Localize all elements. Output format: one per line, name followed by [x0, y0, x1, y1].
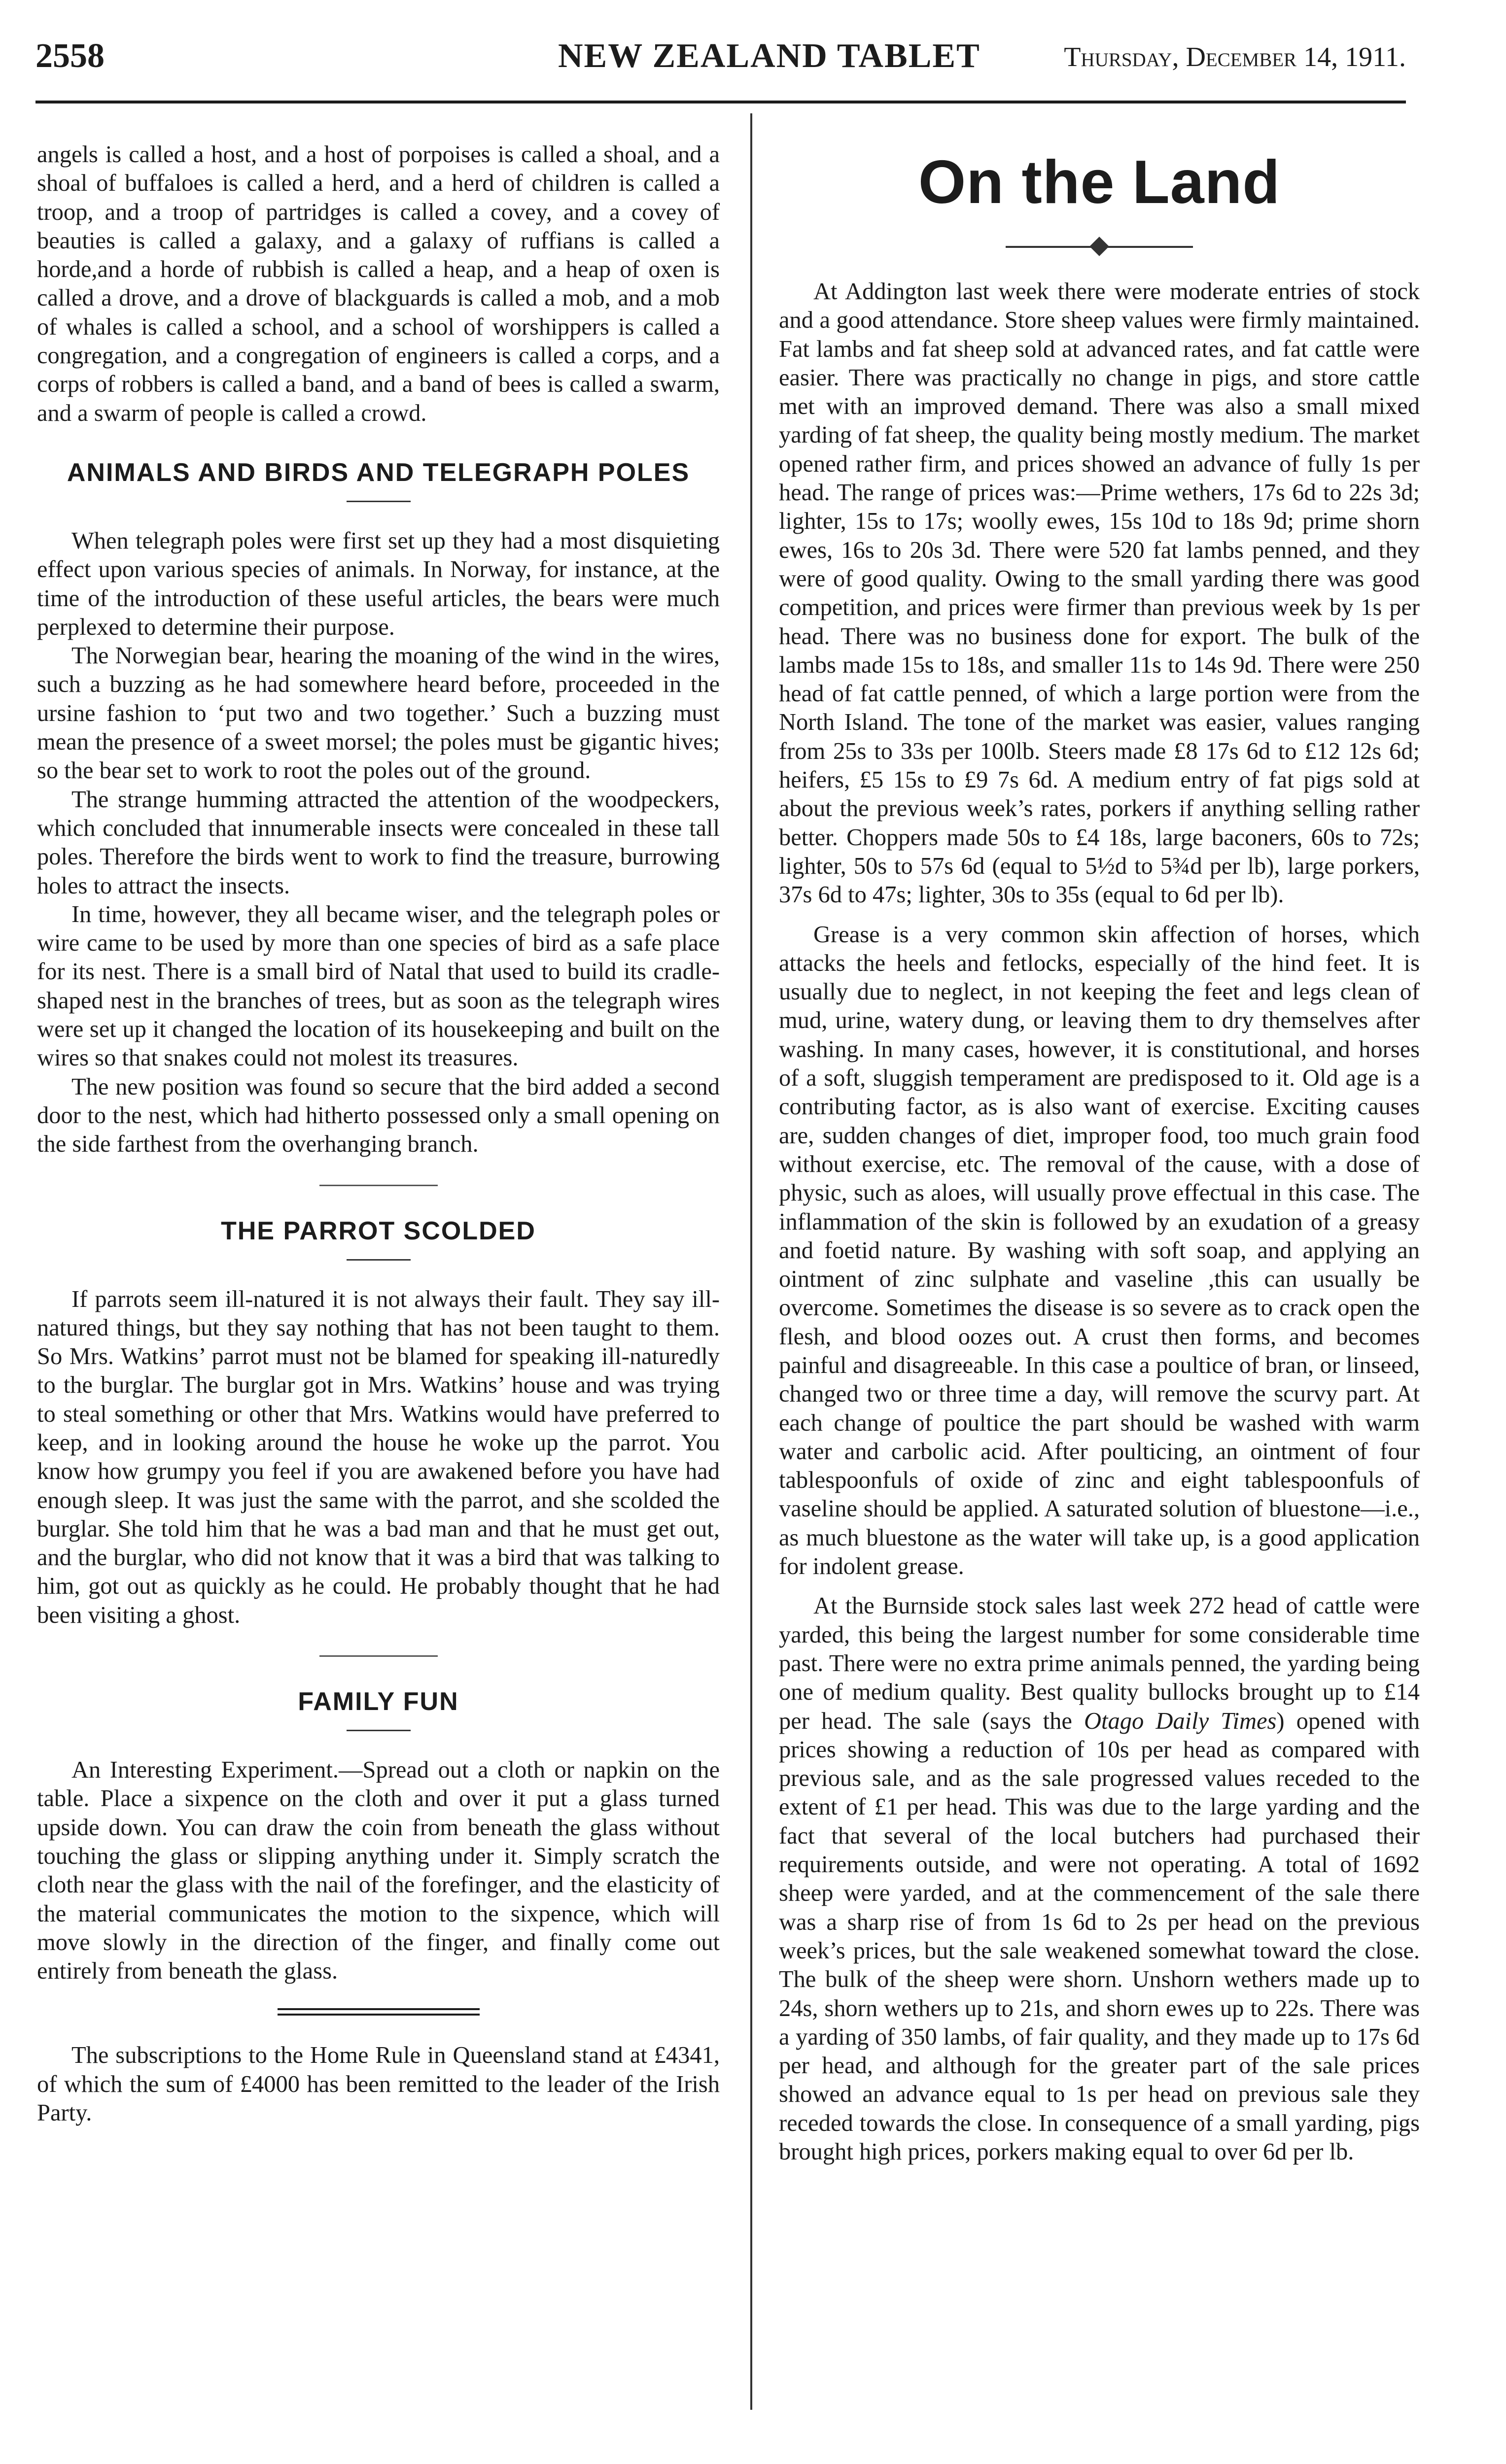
grease-paragraph: Grease is a very common skin affection of horses, which attacks the heels and fetlocks, especially of the hind feet. It is usually due to neglect, in not keeping the feet and legs clean of mud, urine, watery dung, or leaving them to dry themselves after washing. In many cases, however, it is constitutional, and horses of a soft, sluggish temperament are predisposed to it. Old age is a contributing factor, as is also want of exercise. Exciting causes are, sudden changes of diet, improper food, too much grain food without exercise, etc. The removal of the cause, with a dose of physic, such as aloes, will usually prove effectual in this case. The inflammation of the skin is followed by an exudation of a greasy and foetid nature. By washing with soft soap, and applying an ointment of zinc sulphate and vaseline ,this can usually be overcome. Sometimes the disease is so severe as to crack open the flesh, and blood oozes out. A crust then forms, and becomes painful and disagreeable. In this case a poultice of bran, or linseed, changed two or three time a day, will remove the scurvy part. At each change of poultice the part should be washed with warm water and carbolic acid. After poulticing, an ointment of four tablespoonfuls of oxide of zinc and eight tablespoonfuls of vaseline should be applied. A saturated solution of bluestone—i.e., as much bluestone as the water will take up, is a good application for indolent grease.	[779, 921, 1420, 1580]
animals-paragraph: The strange humming attracted the attention of the woodpeckers, which concluded that innumerable insects were concealed in these tall poles. Therefore the birds went to work to find the treasure, burrowing holes to attract the insects.	[37, 786, 720, 899]
intro-paragraph: angels is called a host, and a host of porpoises is called a shoal, and a shoal of buffaloes is called a herd, and a herd of children is called a troop, and a troop of partridges is called a covey, and a covey of beauties is called a galaxy, and a galaxy of ruffians is called a horde,and a horde of rubbish is called a heap, and a heap of oxen is called a drove, and a drove of blackguards is called a mob, and a mob of whales is called a school, and a school of worshippers is called a congregation, and a congregation of engineers is called a corps, and a corps of robbers is called a band, and a band of bees is called a swarm, and a swarm of people is called a crowd.	[37, 141, 720, 426]
title-ornament-rule	[1006, 246, 1193, 248]
page-header	[35, 34, 1406, 80]
section-separator	[319, 1185, 438, 1186]
parrot-heading: THE PARROT SCOLDED	[221, 1216, 536, 1245]
animals-paragraph: The Norwegian bear, hearing the moaning of the wind in the wires, such a buzzing as he had somewhere heard before, proceeded in the ursine fashion to ‘put two and two together.’ Such a buzzing must mean the presence of a sweet morsel; the poles must be gigantic hives; so the bear set to work to root the poles out of the ground.	[37, 643, 720, 784]
burnside-paragraph	[779, 1592, 1420, 2166]
column-divider	[750, 113, 752, 2410]
double-rule	[278, 2008, 480, 2016]
animals-paragraph: The new position was found so secure that the bird added a second door to the nest, which had hitherto possessed only a small opening on the side farthest from the overhanging branch.	[37, 1073, 720, 1158]
left-column	[37, 140, 720, 2127]
animals-paragraph: When telegraph poles were first set up they had a most disquieting effect upon various species of animals. In Norway, for instance, at the time of the introduction of these useful articles, the bears were much perplexed to determine their purpose.	[37, 527, 720, 640]
newspaper-name: Otago Daily Times	[1084, 1708, 1277, 1734]
burnside-text-end: ) opened with prices showing a reduction of 10s per head as compared with previous sale, and as the sale progressed values receded to the extent of £1 per head. This was due to the large yarding and the fact that several of the local butchers had purchased their requirements outside, and were not operating. A total of 1692 sheep were yarded, and at the commencement of the sale there was a sharp rise of from 1s 6d to 2s per head on the previous week’s prices, but the sale weakened somewhat toward the close. The bulk of the sheep were shorn. Unshorn wethers made up to 24s, shorn wethers up to 21s, and shorn ewes up to 22s. There was a yarding of 350 lambs, of fair quality, and they made up to 17s 6d per head, and although for the greater part of the sale prices showed an advance equal to 1s per head on previous sale they receded towards the close. In consequence of a small yarding, pigs brought high prices, porkers making equal to over 6d per lb.	[779, 1708, 1420, 2165]
diamond-ornament	[1089, 237, 1109, 256]
burnside-text-start: At the Burnside stock sales last week 272 head of cattle were yarded, this being the largest number for some considerable time past. There were no extra prime animals penned, the yarding being one of medium quality. Best quality bullocks brought up to £14 per head. The sale (says the	[779, 1593, 1420, 1734]
right-column	[779, 140, 1420, 2166]
parrot-paragraph: If parrots seem ill-natured it is not always their fault. They say ill-natured things, but they say nothing that has not been taught to them. So Mrs. Watkins’ parrot must not be blamed for speaking ill-naturedly to the burglar. The burglar got in Mrs. Watkins’ house and was trying to steal something or other that Mrs. Watkins would have preferred to keep, and in looking around the house he woke up the parrot. You know how grumpy you feel if you are awakened before you have had enough sleep. It was just the same with the parrot, and she scolded the burglar. She told him that he was a bad man and that he must get out, and the burglar, who did not know that it was a bird that was talking to him, got out as quickly as he could. He probably thought that he had been visiting a ghost.	[37, 1286, 720, 1628]
closing-note: The subscriptions to the Home Rule in Queensland stand at £4341, of which the sum of £4000 has been remitted to the leader of the Irish Party.	[37, 2042, 720, 2126]
heading-rule	[347, 1730, 411, 1731]
header-rule	[35, 101, 1406, 103]
animals-heading: ANIMALS AND BIRDS AND TELEGRAPH POLES	[67, 458, 690, 487]
addington-paragraph: At Addington last week there were moderate entries of stock and a good attendance. Store sheep values were firmly maintained. Fat lambs and fat sheep sold at advanced rates, and fat cattle were easier. There was practically no change in pigs, and store cattle met with an improved demand. There was also a small mixed yarding of fat sheep, the quality being mostly medium. The market opened rather firm, and prices showed an advance of fully 1s per head. The range of prices was:—Prime wethers, 17s 6d to 22s 3d; lighter, 15s to 17s; woolly ewes, 15s 10d to 18s 9d; prime shorn ewes, 16s to 20s 3d. There were 520 fat lambs penned, and they were of good quality. Owing to the small yarding there was good competition, and prices were firmer than previous week by 1s per head. There was no business done for export. The bulk of the lambs made 15s to 18s, and smaller 11s to 14s 9d. There were 250 head of fat cattle penned, of which a large portion were from the North Island. The tone of the market was easier, values ranging from 25s to 33s per 100lb. Steers made £8 17s 6d to £12 12s 6d; heifers, £5 15s to £9 7s 6d. A medium entry of fat pigs sold at about the previous week’s rates, porkers if anything selling rather better. Choppers made 50s to £4 18s, large baconers, 60s to 72s; lighter, 50s to 57s 6d (equal to 5½d to 5¾d per lb), large porkers, 37s 6d to 47s; lighter, 30s to 35s (equal to 6d per lb).	[779, 278, 1420, 908]
family-fun-paragraph: An Interesting Experiment.—Spread out a cloth or napkin on the table. Place a sixpence on the cloth and over it put a glass turned upside down. You can draw the coin from beneath the glass without touching the glass or slipping anything under it. Simply scratch the cloth near the glass with the nail of the forefinger, and the elasticity of the material communicates the motion to the sixpence, which will move slowly in the direction of the finger, and finally come out entirely from beneath the glass.	[37, 1757, 720, 1985]
issue-date: Thursday, December 14, 1911.	[1064, 42, 1406, 72]
publication-title: NEW ZEALAND TABLET	[558, 37, 981, 75]
heading-rule	[347, 501, 411, 502]
heading-rule	[347, 1259, 411, 1261]
section-title: On the Land	[918, 148, 1281, 216]
page-number: 2558	[35, 37, 105, 75]
section-separator	[319, 1655, 438, 1657]
animals-paragraph: In time, however, they all became wiser, and the telegraph poles or wire came to be used by more than one species of bird as a safe place for its nest. There is a small bird of Natal that used to build its cradle-shaped nest in the branches of trees, but as soon as the telegraph wires were set up it changed the location of its housekeeping and built on the wires so that snakes could not molest its treasures.	[37, 901, 720, 1071]
family-fun-heading: FAMILY FUN	[298, 1687, 459, 1716]
